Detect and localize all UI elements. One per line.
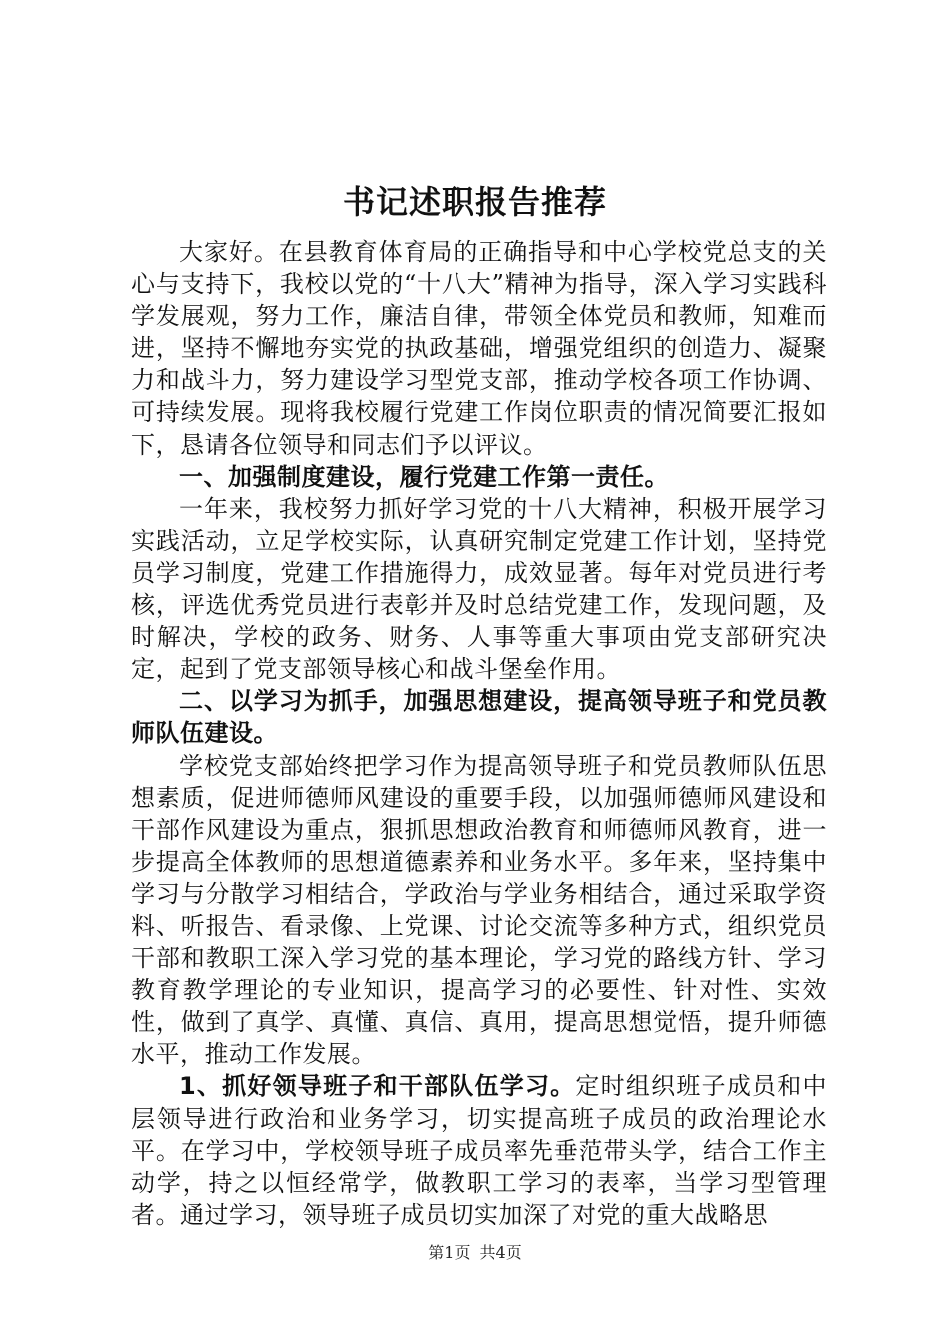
document-title: 书记述职报告推荐 [342, 183, 607, 221]
item-1-body: 定时组织班子成员和中层领导进行政治和业务学习，切实提高班子成员的政治理论水平。在学习中，学校领导班子成员率先垂范带头学，结合工作主动学，持之以恒经常学，做教职工学习的表率，当学习型管理者。通过学习，领导班子成员切实加深了对党的重大战略思 [131, 1072, 828, 1229]
item-1-paragraph [131, 1070, 827, 1230]
page-total: 共4页 [479, 1243, 522, 1262]
section-2-heading: 二、以学习为抓手，加强思想建设，提高领导班子和党员教师队伍建设。 [131, 687, 827, 748]
page-number: 第1页 [428, 1243, 471, 1262]
section-1-heading: 一、加强制度建设，履行党建工作第一责任。 [179, 462, 669, 491]
intro-paragraph: 大家好。在县教育体育局的正确指导和中心学校党总支的关心与支持下，我校以党的“十八大”精神为指导，深入学习实践科学发展观，努力工作，廉洁自律，带领全体党员和教师，知难而进，坚持不懈地夯实党的执政基础，增强党组织的创造力、凝聚力和战斗力，努力建设学习型党支部，推动学校各项工作协调、可持续发展。现将我校履行党建工作岗位职责的情况简要汇报如下，恳请各位领导和同志们予以评议。 [131, 238, 827, 459]
document-body [131, 236, 827, 1231]
page-footer [0, 1243, 950, 1263]
item-1-lead: 1、抓好领导班子和干部队伍学习。 [179, 1072, 576, 1101]
section-2-paragraph: 学校党支部始终把学习作为提高领导班子和党员教师队伍思想素质，促进师德师风建设的重要手段，以加强师德师风建设和干部作风建设为重点，狠抓思想政治教育和师德师风教育，进一步提高全体教师的思想道德素养和业务水平。多年来，坚持集中学习与分散学习相结合，学政治与学业务相结合，通过采取学资料、听报告、看录像、上党课、讨论交流等多种方式，组织党员干部和教职工深入学习党的基本理论，学习党的路线方针、学习教育教学理论的专业知识，提高学习的必要性、针对性、实效性，做到了真学、真懂、真信、真用，提高思想觉悟，提升师德水平，推动工作发展。 [131, 751, 827, 1069]
section-1-paragraph: 一年来，我校努力抓好学习党的十八大精神，积极开展学习实践活动，立足学校实际，认真研究制定党建工作计划，坚持党员学习制度，党建工作措施得力，成效显著。每年对党员进行考核，评选优秀党员进行表彰并及时总结党建工作，发现问题，及时解决，学校的政务、财务、人事等重大事项由党支部研究决定，起到了党支部领导核心和战斗堡垒作用。 [131, 494, 827, 684]
